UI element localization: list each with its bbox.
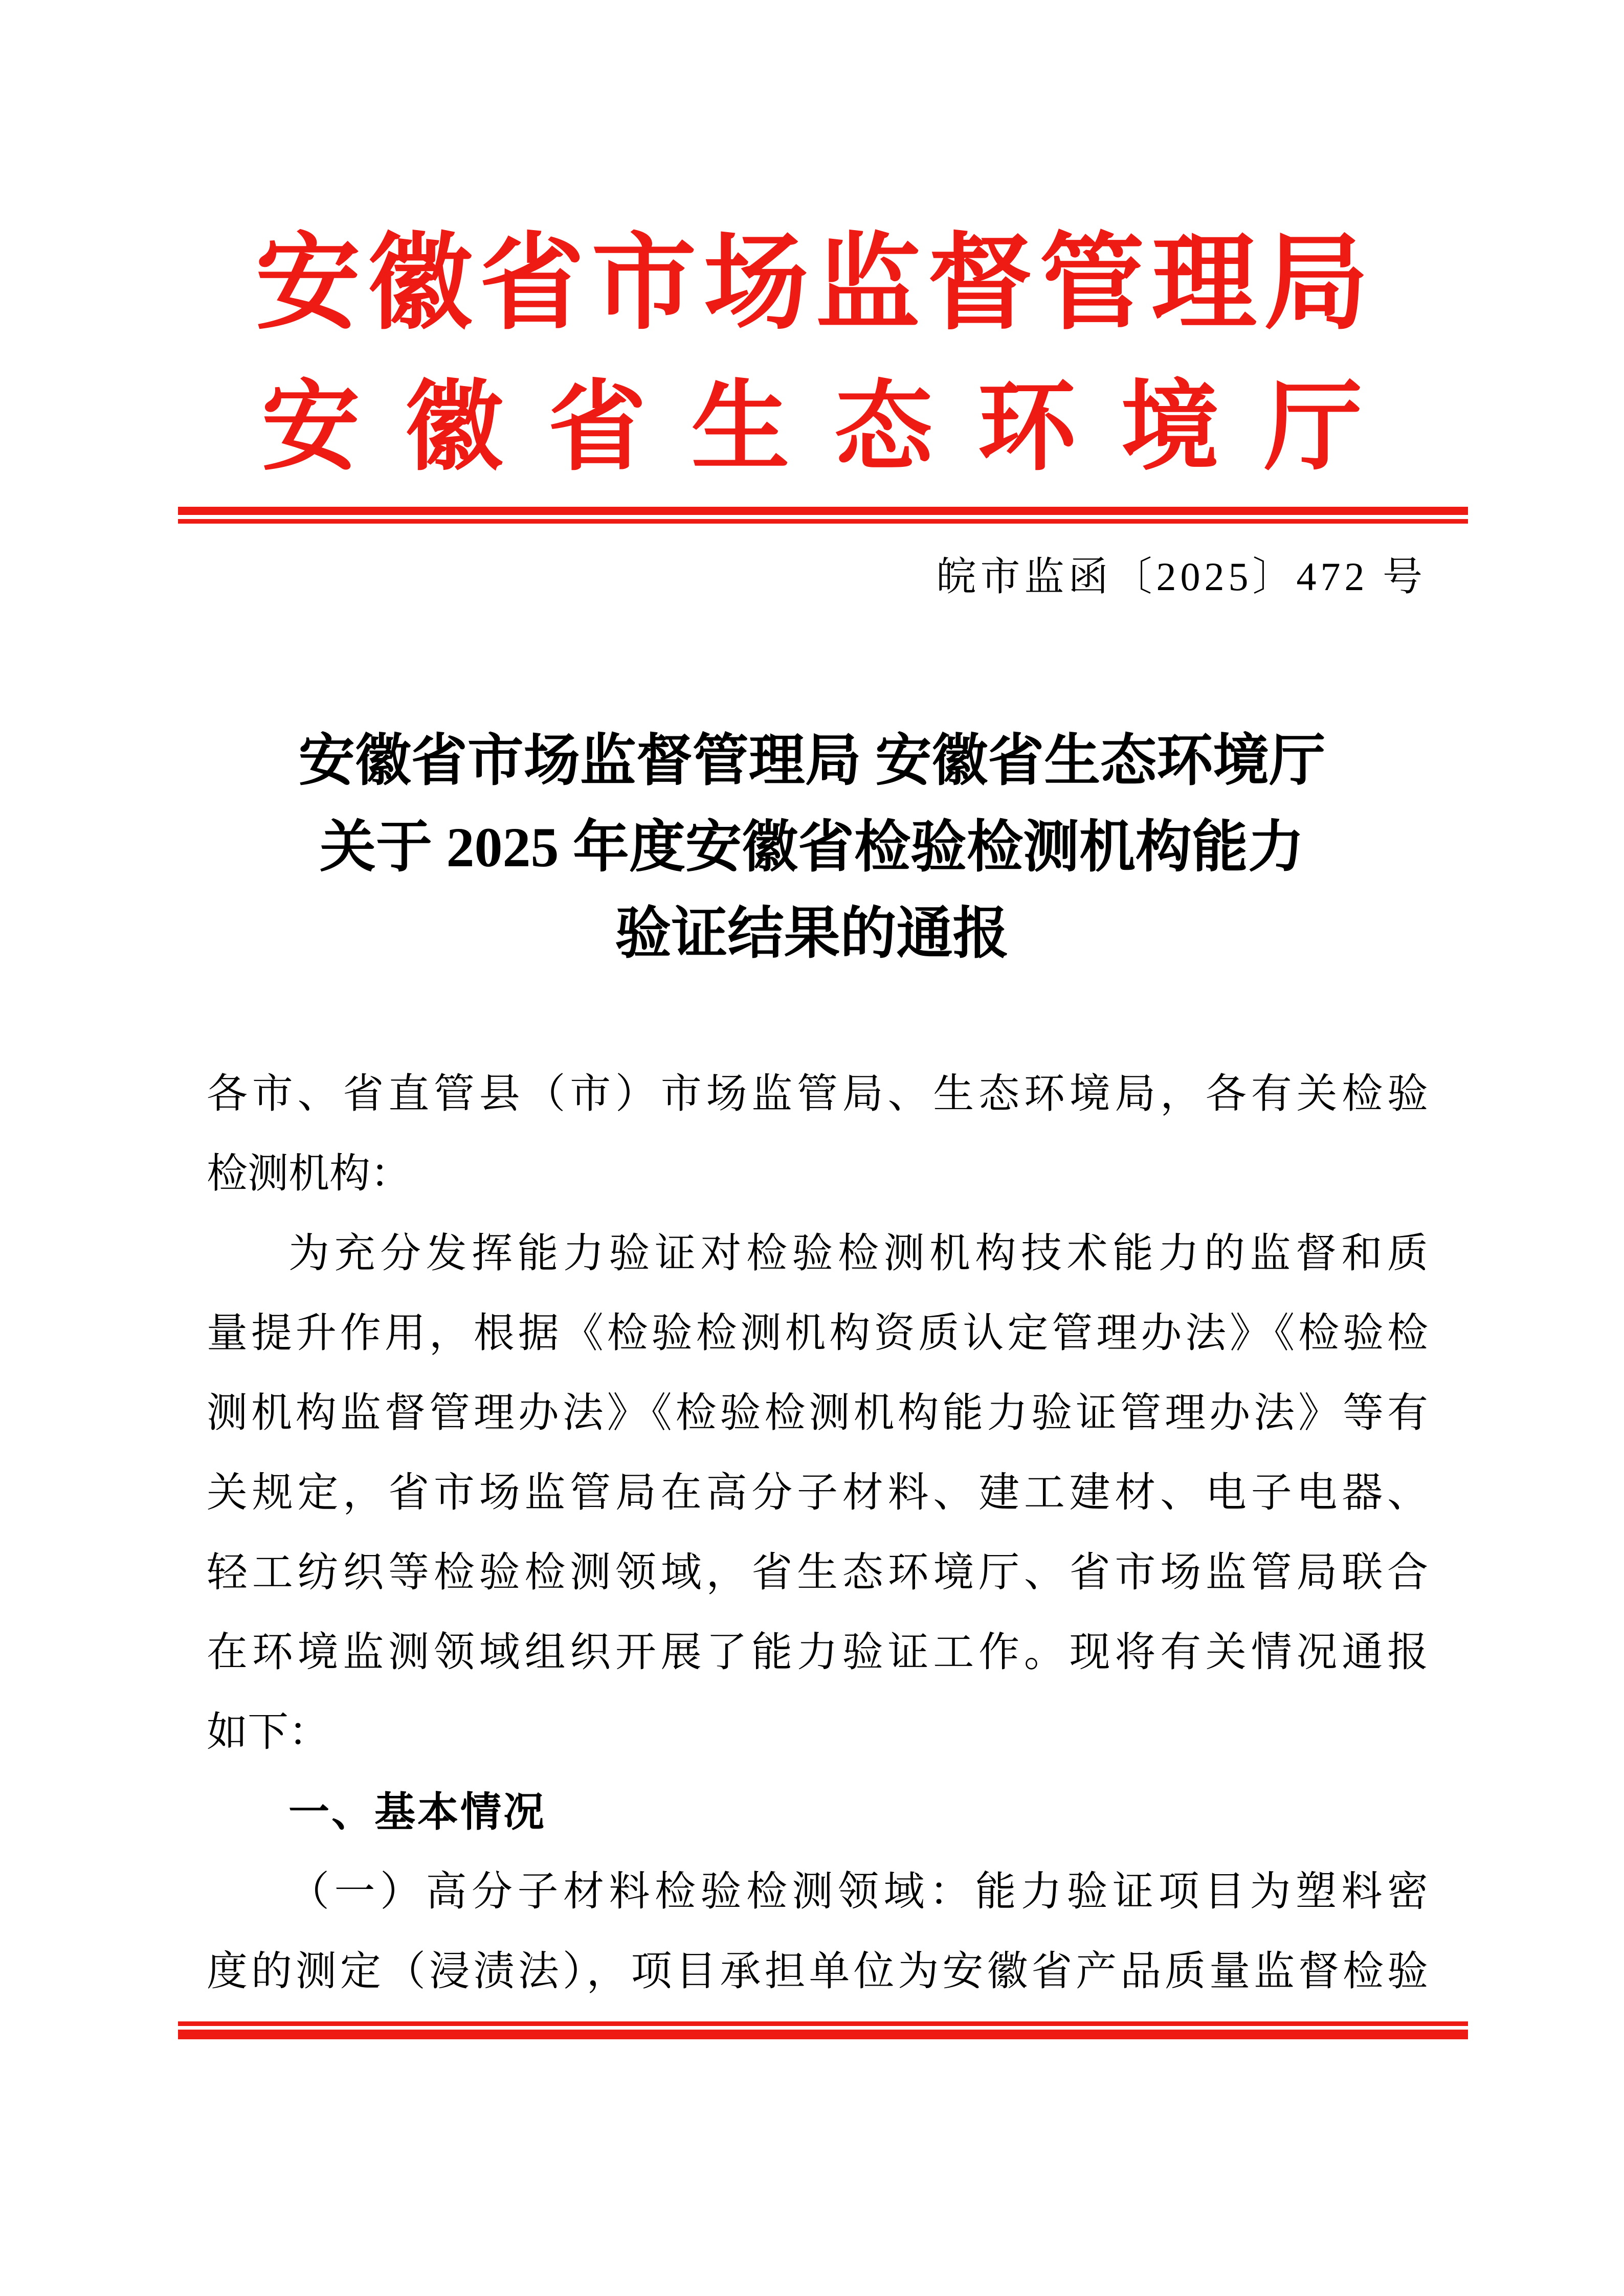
- document-reference-number: 皖市监函〔2025〕472 号: [936, 554, 1427, 599]
- header-rule-thin-bar: [178, 519, 1468, 524]
- title-line-3: 验证结果的通报: [615, 903, 1009, 965]
- footer-double-rule: [178, 2021, 1468, 2039]
- header-rule-thick-bar: [178, 507, 1468, 515]
- section-heading-basic-situation: 一、基本情况: [288, 1789, 546, 1835]
- header-double-rule: [178, 507, 1468, 524]
- body-line-salutation-1: 各市、省直管县（市）市场监管局、生态环境局，各有关检验: [207, 1072, 1428, 1117]
- body-line: 度的测定（浸渍法），项目承担单位为安徽省产品质量监督检验: [207, 1949, 1428, 1994]
- footer-rule-thick-bar: [178, 2030, 1468, 2039]
- header-rule-gap: [178, 515, 1468, 519]
- document-title: [0, 718, 1624, 977]
- letterhead-agency-line1: 安徽省市场监督管理局: [255, 226, 1376, 342]
- body-line: 测机构监督管理办法》《检验检测机构能力验证管理办法》等有: [207, 1391, 1428, 1436]
- letterhead-agency-line2: 安徽省生态环境厅: [261, 373, 1408, 482]
- body-line: 量提升作用，根据《检验检测机构资质认定管理办法》《检验检: [207, 1311, 1428, 1356]
- document-body: [207, 1054, 1428, 2012]
- body-line: 轻工纺织等检验检测领域，省生态环境厅、省市场监管局联合: [207, 1550, 1428, 1595]
- body-line-salutation-2: 检测机构：: [207, 1152, 411, 1197]
- title-line-2: 关于 2025 年度安徽省检验检测机构能力: [320, 816, 1304, 879]
- footer-rule-thin-bar: [178, 2021, 1468, 2026]
- body-line: 关规定，省市场监管局在高分子材料、建工建材、电子电器、: [207, 1471, 1428, 1516]
- title-line-1: 安徽省市场监督管理局 安徽省生态环境厅: [298, 730, 1326, 792]
- body-line: 在环境监测领域组织开展了能力验证工作。现将有关情况通报: [207, 1630, 1428, 1675]
- footer-rule-gap: [178, 2026, 1468, 2030]
- body-line: 如下：: [207, 1710, 329, 1755]
- body-line: 为充分发挥能力验证对检验检测机构技术能力的监督和质: [288, 1231, 1428, 1276]
- body-line: （一）高分子材料检验检测领域：能力验证项目为塑料密: [288, 1870, 1428, 1915]
